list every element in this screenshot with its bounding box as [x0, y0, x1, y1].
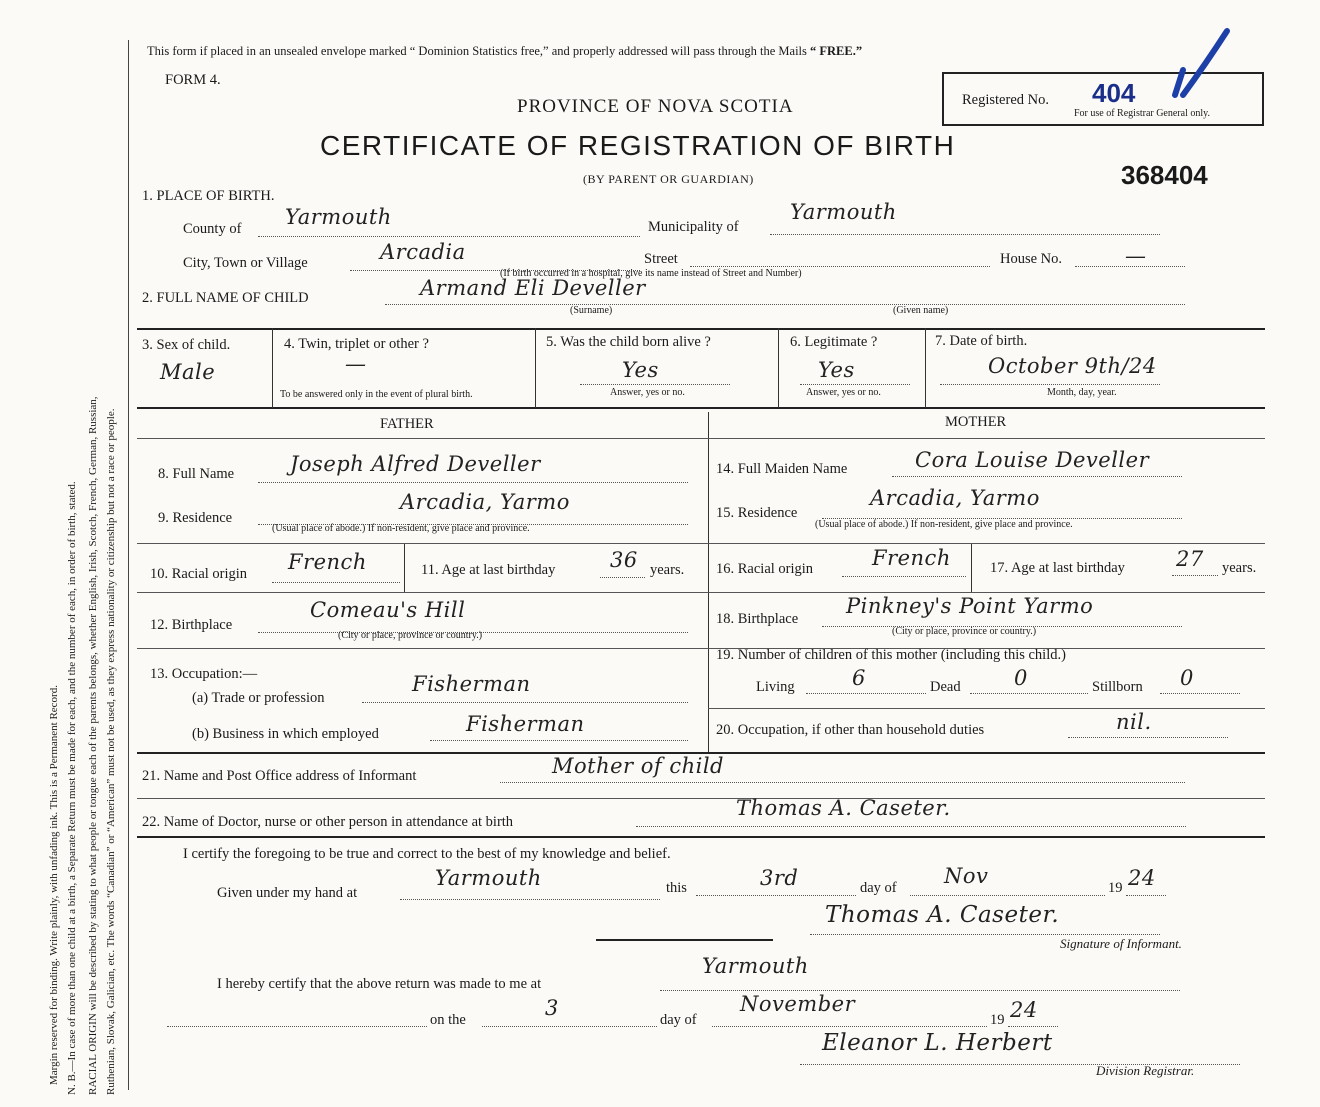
informant-signature-line	[810, 934, 1160, 935]
child-name-line	[385, 304, 1185, 305]
father-residence-note: (Usual place of abode.) If non-resident, give place and province.	[272, 523, 530, 534]
rule-birthplace	[137, 648, 1265, 649]
rule-row-top	[137, 328, 1265, 330]
given-name-caption: (Given name)	[893, 305, 949, 316]
mother-race-line	[842, 576, 966, 577]
county-line	[258, 236, 640, 237]
divider-4	[925, 328, 926, 408]
county-value: Yarmouth	[285, 205, 392, 229]
surname-caption: (Surname)	[570, 305, 613, 316]
father-race-line	[272, 582, 400, 583]
year-prefix: 19	[1108, 880, 1123, 896]
municipality-line	[770, 234, 1160, 235]
registrar-year-line	[1008, 1026, 1058, 1027]
on-the-label: on the	[430, 1012, 466, 1028]
certify-statement: I certify the foregoing to be true and correct to the best of my knowledge and belief.	[183, 846, 671, 862]
blue-check-mark	[1165, 25, 1235, 105]
registrar-place-line	[660, 990, 1180, 991]
mother-occupation-line	[1068, 737, 1228, 738]
day-line	[696, 895, 856, 896]
mother-residence-label: 15. Residence	[716, 505, 798, 521]
father-birthplace-note: (City or place, province or country.)	[338, 630, 483, 641]
mother-age-line	[1172, 575, 1218, 576]
registrar-year-prefix: 19	[990, 1012, 1005, 1028]
living-label: Living	[756, 679, 795, 695]
hospital-note: (If birth occurred in a hospital, give its name instead of Street and Number)	[500, 268, 802, 279]
stillborn-label: Stillborn	[1092, 679, 1143, 695]
twin-label: 4. Twin, triplet or other ?	[284, 336, 429, 352]
alive-line	[580, 384, 730, 385]
margin-note-multiple-births: N. B.—In case of more than one child at a birth, a Separate Return must be made for each, and the number of each, in order of birth, stated.	[66, 481, 78, 1095]
doctor-line	[636, 826, 1186, 827]
registrar-lead-line	[167, 1026, 427, 1027]
registrar-caption: Division Registrar.	[1096, 1063, 1195, 1078]
mother-children-label: 19. Number of children of this mother (including this child.)	[716, 647, 1066, 663]
margin-note-racial-origin: RACIAL ORIGIN will be described by stating to what people or tongue each of the parents belongs, whether English, Irish, Scotch, French, German, Russian,	[87, 396, 99, 1095]
mother-age-label: 17. Age at last birthday	[990, 560, 1125, 576]
mother-age-unit: years.	[1222, 560, 1257, 576]
stillborn-value: 0	[1180, 666, 1194, 690]
registrar-use-note: For use of Registrar General only.	[1074, 108, 1210, 119]
margin-note-binding: Margin reserved for binding. Write plainly, with unfading ink. This is a Permanent Record.	[48, 685, 60, 1085]
father-business-label: (b) Business in which employed	[192, 726, 379, 742]
mother-occupation-value: nil.	[1116, 710, 1152, 734]
rule-race	[137, 592, 1265, 593]
this-label: this	[666, 880, 687, 896]
house-value: —	[1125, 244, 1147, 268]
mother-heading: MOTHER	[945, 414, 1007, 430]
father-birthplace-label: 12. Birthplace	[150, 617, 233, 633]
divider-2	[535, 328, 536, 408]
registrar-place-value: Yarmouth	[702, 954, 809, 978]
mother-birthplace-note: (City or place, province or country.)	[892, 626, 1037, 637]
separator-rule	[596, 939, 773, 941]
father-birthplace-value: Comeau's Hill	[310, 598, 466, 622]
father-race-label: 10. Racial origin	[150, 566, 248, 582]
twin-value: —	[345, 352, 367, 376]
father-trade-line	[362, 702, 688, 703]
dob-note: Month, day, year.	[1047, 387, 1117, 398]
dob-label: 7. Date of birth.	[935, 333, 1028, 349]
rule-informant	[137, 798, 1265, 799]
legitimate-value: Yes	[818, 358, 855, 382]
child-name-label: 2. FULL NAME OF CHILD	[142, 290, 309, 306]
divider-3	[778, 328, 779, 408]
parents-divider	[708, 412, 709, 752]
mother-occupation-label: 20. Occupation, if other than household duties	[716, 722, 985, 738]
margin-border	[128, 40, 129, 1090]
registrar-statement: I hereby certify that the above return was made to me at	[217, 976, 542, 992]
province-title: PROVINCE OF NOVA SCOTIA	[517, 96, 794, 117]
mother-race-label: 16. Racial origin	[716, 561, 814, 577]
divider-1	[272, 328, 273, 408]
registrar-month-value: November	[740, 992, 856, 1016]
father-name-label: 8. Full Name	[158, 466, 235, 482]
mother-name-value: Cora Louise Develler	[915, 448, 1150, 472]
rule-certify-top	[137, 836, 1265, 838]
street-line	[690, 266, 990, 267]
alive-value: Yes	[622, 358, 659, 382]
mother-name-line	[892, 476, 1182, 477]
father-residence-label: 9. Residence	[158, 510, 233, 526]
dob-line	[940, 384, 1160, 385]
county-label: County of	[183, 221, 242, 237]
given-place-value: Yarmouth	[435, 866, 542, 890]
child-name-value: Armand Eli Develler	[420, 276, 646, 300]
twin-note: To be answered only in the event of plural birth.	[280, 389, 473, 400]
rule-residence	[137, 543, 1265, 544]
father-age-label: 11. Age at last birthday	[421, 562, 556, 578]
registered-number: 404	[1092, 78, 1136, 108]
dob-value: October 9th/24	[988, 354, 1157, 378]
registrar-year-value: 24	[1010, 998, 1038, 1022]
living-line	[806, 693, 926, 694]
informant-signature: Thomas A. Caseter.	[825, 902, 1060, 928]
alive-label: 5. Was the child born alive ?	[546, 334, 711, 350]
father-trade-value: Fisherman	[412, 672, 531, 696]
given-place-line	[400, 899, 660, 900]
mother-age-value: 27	[1176, 547, 1204, 571]
postal-note: This form if placed in an unsealed envelope marked “ Dominion Statistics free,” and properly addressed will pass through the Mails “ FREE.”	[147, 44, 863, 58]
document-subtitle: (BY PARENT OR GUARDIAN)	[583, 172, 754, 186]
registrar-signature: Eleanor L. Herbert	[822, 1030, 1053, 1056]
informant-line	[500, 782, 1185, 783]
doctor-label: 22. Name of Doctor, nurse or other person in attendance at birth	[142, 814, 514, 830]
rule-row-bottom	[137, 407, 1265, 409]
father-business-value: Fisherman	[466, 712, 585, 736]
father-trade-label: (a) Trade or profession	[192, 690, 325, 706]
stillborn-line	[1160, 693, 1240, 694]
dead-value: 0	[1014, 666, 1028, 690]
registrar-dayof-label: day of	[660, 1012, 697, 1028]
father-residence-value: Arcadia, Yarmo	[400, 490, 570, 514]
city-label: City, Town or Village	[183, 255, 308, 271]
living-value: 6	[852, 666, 866, 690]
legitimate-line	[800, 384, 910, 385]
father-heading: FATHER	[380, 416, 434, 432]
day-of-label: day of	[860, 880, 897, 896]
legitimate-note: Answer, yes or no.	[806, 387, 881, 398]
certify-month-value: Nov	[944, 864, 989, 888]
doctor-value: Thomas A. Caseter.	[736, 796, 951, 820]
municipality-value: Yarmouth	[790, 200, 897, 224]
document-title: CERTIFICATE OF REGISTRATION OF BIRTH	[320, 130, 956, 161]
city-value: Arcadia	[380, 240, 466, 264]
father-name-line	[258, 482, 688, 483]
mother-residence-value: Arcadia, Yarmo	[870, 486, 1040, 510]
dead-label: Dead	[930, 679, 961, 695]
alive-note: Answer, yes or no.	[610, 387, 685, 398]
certify-day-value: 3rd	[760, 866, 799, 890]
registered-label: Registered No.	[962, 92, 1049, 108]
certify-year-value: 24	[1128, 866, 1156, 890]
year-line	[1126, 895, 1166, 896]
rule-children	[708, 708, 1265, 709]
place-of-birth-heading: 1. PLACE OF BIRTH.	[142, 188, 275, 204]
serial-number: 368404	[1121, 160, 1208, 190]
rule-parents-heading	[137, 438, 1265, 439]
house-label: House No.	[1000, 251, 1063, 267]
father-race-value: French	[288, 550, 367, 574]
street-label: Street	[644, 251, 678, 267]
registrar-day-line	[482, 1026, 657, 1027]
signature-caption: Signature of Informant.	[1060, 936, 1182, 951]
dead-line	[970, 693, 1088, 694]
legitimate-label: 6. Legitimate ?	[790, 334, 878, 350]
father-age-unit: years.	[650, 562, 685, 578]
father-age-line	[600, 577, 645, 578]
mother-birthplace-label: 18. Birthplace	[716, 611, 799, 627]
margin-note-racial-origin-cont: Ruthenian, Slovak, Galician, etc. The words “Canadian” or “American” must not be used, as they express nationality or citizenship but not a race or people.	[105, 408, 117, 1095]
given-under-label: Given under my hand at	[217, 885, 358, 901]
sex-label: 3. Sex of child.	[142, 337, 231, 353]
father-business-line	[430, 740, 688, 741]
municipality-label: Municipality of	[648, 219, 739, 235]
month-line	[910, 895, 1105, 896]
form-number: FORM 4.	[165, 72, 221, 88]
mother-residence-note: (Usual place of abode.) If non-resident, give place and province.	[815, 519, 1073, 530]
mother-race-divider	[971, 544, 972, 592]
father-occupation-label: 13. Occupation:—	[150, 666, 258, 682]
mother-name-label: 14. Full Maiden Name	[716, 461, 848, 477]
mother-birthplace-value: Pinkney's Point Yarmo	[846, 594, 1094, 618]
registrar-month-line	[712, 1026, 987, 1027]
informant-value: Mother of child	[552, 754, 725, 778]
informant-label: 21. Name and Post Office address of Informant	[142, 768, 417, 784]
father-name-value: Joseph Alfred Develler	[290, 452, 541, 476]
father-age-value: 36	[610, 548, 638, 572]
registrar-day-value: 3	[545, 996, 559, 1020]
father-race-divider	[404, 544, 405, 592]
sex-value: Male	[160, 360, 216, 384]
mother-race-value: French	[872, 546, 951, 570]
